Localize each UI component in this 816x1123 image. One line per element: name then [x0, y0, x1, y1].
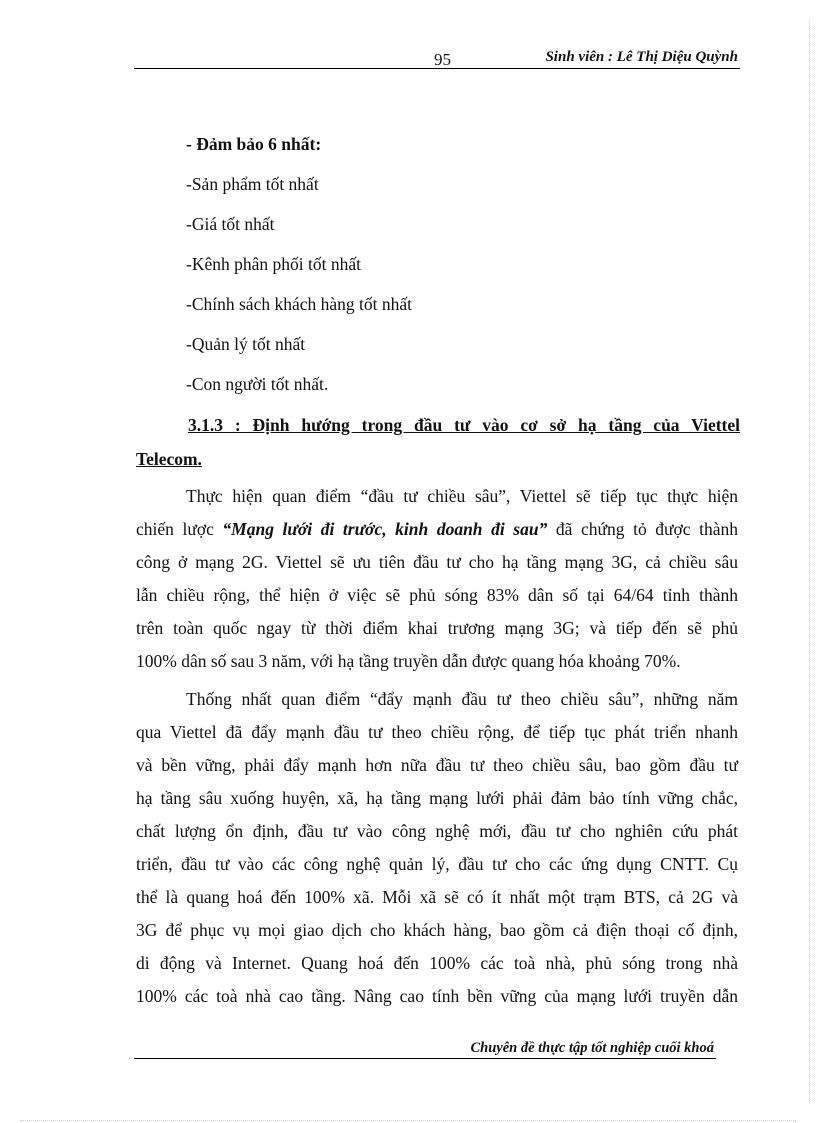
para2-line: qua Viettel đã đẩy mạnh đầu tư theo chiều rộng, để tiếp tục phát triển nhanh	[136, 722, 738, 742]
para2-line: thể là quang hoá đến 100% xã. Mỗi xã sẽ có ít nhất một trạm BTS, cả 2G và	[136, 887, 738, 907]
para1-text: đã chứng tỏ được thành	[547, 519, 738, 539]
page-edge-right	[809, 20, 810, 1103]
footer-rule	[134, 1058, 716, 1059]
slogan-emphasis: “Mạng lưới đi trước, kinh doanh đi sau”	[222, 519, 548, 539]
list-item: -Kênh phân phối tốt nhất	[186, 254, 361, 274]
para2-line: hạ tầng sâu xuống huyện, xã, hạ tầng mạng lưới phải đảm bảo tính vững chắc,	[136, 788, 738, 808]
list-title: - Đảm bảo 6 nhất:	[186, 134, 322, 154]
para2-line: 100% các toà nhà cao tầng. Nâng cao tính bền vững của mạng lưới truyền dẫn	[136, 986, 738, 1006]
list-item: -Chính sách khách hàng tốt nhất	[186, 294, 412, 314]
para1-line: lẫn chiều rộng, thể hiện ở việc sẽ phủ sóng 83% dân số tại 64/64 tỉnh thành	[136, 585, 738, 605]
list-item: -Sản phẩm tốt nhất	[186, 174, 319, 194]
para1-text: chiến lược	[136, 519, 223, 539]
page-number: 95	[434, 50, 451, 69]
para1-line: Thực hiện quan điểm “đầu tư chiều sâu”, Viettel sẽ tiếp tục thực hiện	[186, 486, 738, 506]
para2-line: Thống nhất quan điểm “đẩy mạnh đầu tư theo chiều sâu”, những năm	[186, 689, 738, 709]
para2-line: di động và Internet. Quang hoá đến 100% các toà nhà, phủ sóng trong nhà	[136, 953, 738, 973]
para1-line: công ở mạng 2G. Viettel sẽ ưu tiên đầu tư cho hạ tầng mạng 3G, cả chiều sâu	[136, 552, 738, 572]
header-rule	[134, 68, 740, 69]
section-heading: 3.1.3 : Định hướng trong đầu tư vào cơ sở hạ tầng của Viettel	[188, 415, 740, 435]
footer-text: Chuyên đề thực tập tốt nghiệp cuối khoá	[470, 1040, 714, 1056]
para1-line: 100% dân số sau 3 năm, với hạ tầng truyền dẫn được quang hóa khoảng 70%.	[136, 651, 681, 671]
para1-line	[136, 519, 738, 540]
para1-line: trên toàn quốc ngay từ thời điểm khai trương mạng 3G; và tiếp đến sẽ phủ	[136, 618, 738, 638]
para2-line: chất lượng ổn định, đầu tư vào công nghệ mới, đầu tư cho nghiên cứu phát	[136, 821, 738, 841]
section-heading-cont: Telecom.	[136, 449, 202, 469]
para2-line: 3G để phục vụ mọi giao dịch cho khách hàng, bao gồm cả điện thoại cố định,	[136, 920, 738, 940]
list-item: -Con người tốt nhất.	[186, 374, 329, 394]
page-edge-bottom	[20, 1120, 796, 1121]
para2-line: và bền vững, phải đẩy mạnh hơn nữa đầu tư theo chiều sâu, bao gồm đầu tư	[136, 755, 738, 775]
para2-line: triển, đầu tư vào các công nghệ quản lý, đầu tư cho các ứng dụng CNTT. Cụ	[136, 854, 738, 874]
author-name: Sinh viên : Lê Thị Diệu Quỳnh	[545, 49, 738, 65]
list-item: -Quản lý tốt nhất	[186, 334, 306, 354]
list-item: -Giá tốt nhất	[186, 214, 275, 234]
